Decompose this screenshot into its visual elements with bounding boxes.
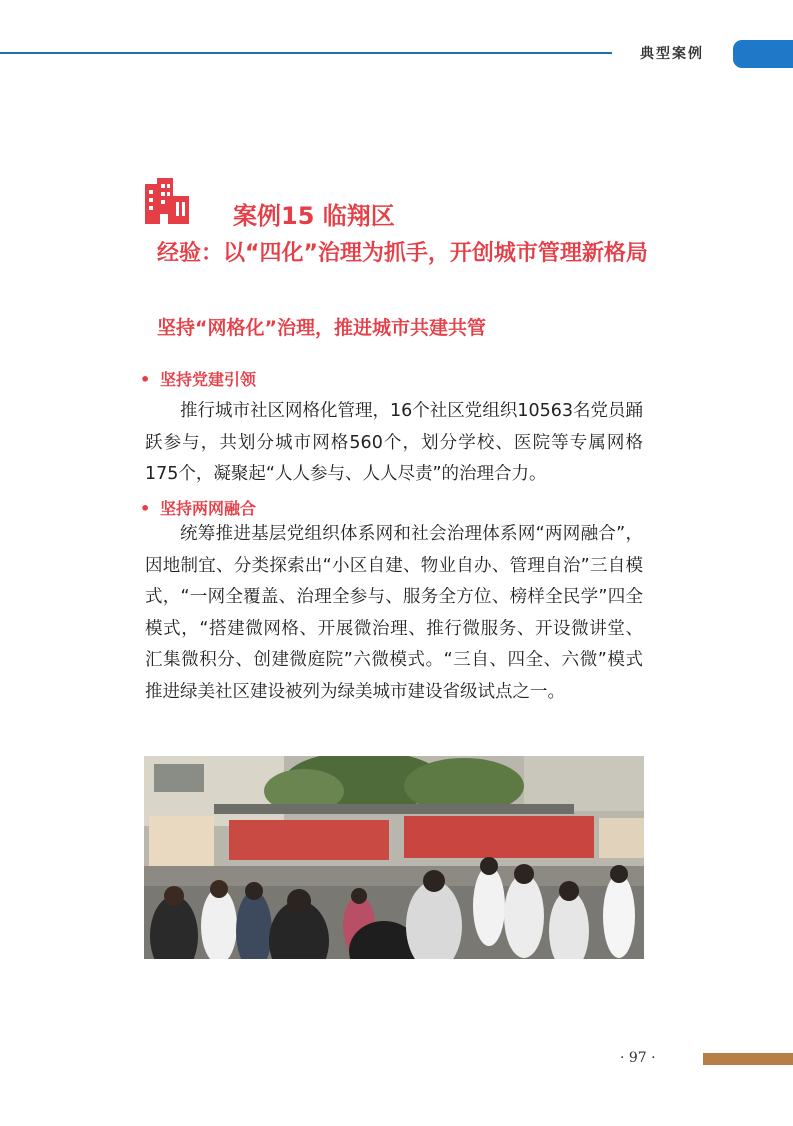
bullet-heading-two-networks — [140, 496, 256, 519]
case-title: 案例15 临翔区 — [233, 202, 395, 230]
community-gathering-photo — [144, 756, 644, 959]
city-building-icon — [143, 176, 191, 224]
bullet-marker: • — [140, 370, 151, 389]
bullet-heading-text: 坚持两网融合 — [160, 499, 257, 518]
bullet-heading-text: 坚持党建引领 — [160, 370, 257, 389]
section-title: 坚持“网格化”治理，推进城市共建共管 — [157, 317, 486, 339]
section-label: 典型案例 — [640, 46, 704, 62]
page-number: · 97 · — [620, 1050, 656, 1066]
experience-title: 经验：以“四化”治理为抓手，开创城市管理新格局 — [157, 241, 648, 266]
bullet-marker: • — [140, 499, 151, 518]
paragraph-party-leadership: 推行城市社区网格化管理，16个社区党组织10563名党员踊跃参与，共划分城市网格560个，划分学校、医院等专属网格175个，凝聚起“人人参与、人人尽责”的治理合力。 — [145, 401, 643, 484]
header-rule — [0, 52, 612, 54]
header-tab — [733, 40, 793, 68]
bullet-heading-party-leadership — [140, 367, 256, 390]
paragraph-two-networks: 统筹推进基层党组织体系网和社会治理体系网“两网融合”，因地制宜、分类探索出“小区自建、物业自办、管理自治”三自模式，“一网全覆盖、治理全参与、服务全方位、榜样全民学”四全模式，“搭建微网格、开展微治理、推行微服务、开设微讲堂、汇集微积分、创建微庭院”六微模式。“三自、四全、六微”模式推进绿美社区建设被列为绿美城市建设省级试点之一。 — [145, 524, 643, 702]
footer-bar — [703, 1053, 793, 1065]
